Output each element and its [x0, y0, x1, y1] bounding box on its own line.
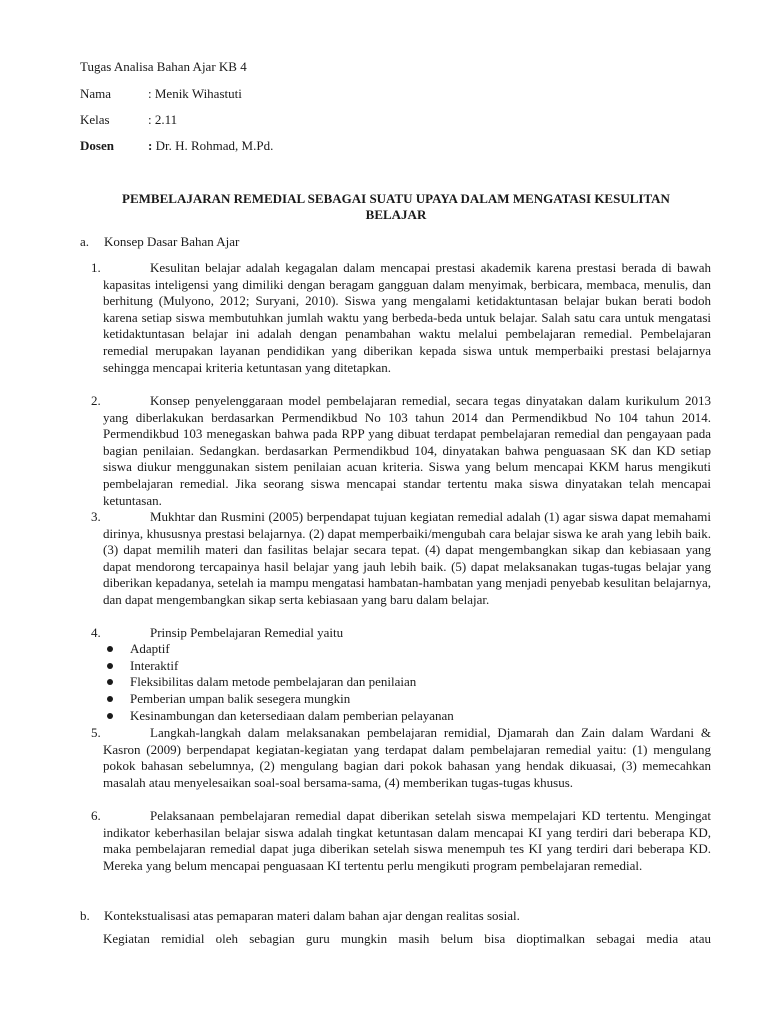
header-colon: :	[148, 138, 153, 153]
principle-item: Adaptif	[130, 641, 454, 658]
bullet-icon	[107, 646, 113, 652]
item-number: 2.	[91, 393, 101, 408]
item-number: 3.	[91, 509, 101, 524]
header-value	[148, 138, 273, 155]
section-a-heading	[80, 234, 239, 251]
principle-item: Kesinambungan dan ketersediaan dalam pemberian pelayanan	[130, 708, 454, 725]
header-value: : 2.11	[148, 112, 178, 127]
item-text: Prinsip Pembelajaran Remedial yaitu	[150, 625, 344, 640]
list-item-6	[91, 808, 711, 874]
item-text: Kesulitan belajar adalah kegagalan dalam mencapai prestasi akademik karena prestasi berada di bawah kapasitas inteligensi yang dimiliki dengan beragam gangguan dalam menyimak, berbicara, membaca, menulis, dan berhitung (Mulyono, 2012; Suryani, 2010). Siswa yang mengalami ketidaktuntasan belajar bukan berati bodoh karena setiap siswa membutuhkan jumlah waktu yang berbeda-beda untuk belajar. Salah satu cara untuk mengatasi ketidaktuntasan belajar ini adalah dengan penambahan waktu melalui pembelajaran remedial. Pembelajaran remedial merupakan layanan pendidikan yang diberikan kepada siswa untuk memperbaiki prestasi belajarnya sehingga mencapai kriteria ketuntasan yang ditetapkan.	[103, 260, 711, 375]
principles-list	[130, 641, 454, 724]
closing-paragraph: Kegiatan remidial oleh sebagian guru mungkin masih belum bisa dioptimalkan sebagai media atau	[103, 931, 711, 946]
item-number: 5.	[91, 725, 101, 740]
item-number: 6.	[91, 808, 101, 823]
list-item-3	[91, 509, 711, 609]
document-page: Tugas Analisa Bahan Ajar KB 4 Nama : Menik Wihastuti Kelas : 2.11 Dosen : Dr. H. Rohmad, M.Pd. PEMBELAJARAN REMEDIAL SEBAGAI SUATU UPAYA DALAM MENGATASI KESULITAN BELAJAR a. Konsep Dasar Bahan Ajar 1. Kesulitan belajar adalah kegagalan dalam mencapai prestasi akademik karena prestasi berada di bawah kapasitas inteligensi yang dimiliki dengan beragam gangguan dalam menyimak, berbicara, membaca, menulis, dan berhitung (Mulyono, 2012; Suryani, 2010). Siswa yang mengalami ketidaktuntasan belajar bukan berati bodoh karena setiap siswa membutuhkan jumlah waktu yang berbeda-beda untuk belajar. Salah satu cara untuk mengatasi ketidaktuntasan belajar ini adalah dengan penambahan waktu melalui pembelajaran remedial. Pembelajaran remedial merupakan layanan pendidikan yang diberikan kepada siswa untuk memperbaiki prestasi belajarnya sehingga mencapai kriteria ketuntasan yang ditetapkan. 2. Konsep penyelenggaraan model pembelajaran remedial, secara tegas dinyatakan dalam kurikulum 2013 yang diberlakukan berdasarkan Permendikbud No 103 tahun 2014 dan Permendikbud No 104 tahun 2014. Permendikbud 103 menegaskan bahwa pada RPP yang dibuat terdapat pembelajaran remedial dan pengayaan pada bagian penilaian. Sedangkan. berdasarkan Permendikbud 104, dinyatakan bahwa penguasaan SK dan KD setiap siswa diukur menggunakan sistem penilaian acuan kriteria. Siswa yang belum mencapai KKM harus mengikuti pembelajaran remedial. Jika seorang siswa mencapai standar tertentu maka siswa dinyatakan telah mencapai ketuntasan. 3. Mukhtar dan Rusmini (2005) berpendapat tujuan kegiatan remedial adalah (1) agar siswa dapat memahami dirinya, khususnya prestasi belajarnya. (2) dapat memperbaiki/mengubah cara belajar siswa ke arah yang lebih baik. (3) dapat memilih materi dan fasilitas belajar secara tepat. (4) dapat mengembangkan sikap dan kebiasaan yang dapat mendorong tercapainya hasil belajar yang jauh lebih baik. (5) dapat melaksanakan tugas-tugas belajar yang diberikan kepadanya, setelah ia mampu mengatasi hambatan-hambatan yang menjadi penyebab kesulitan belajarnya, dan dapat mengembangkan sikap serta kebiasaan yang baru dalam belajar. 4. Prinsip Pembelajaran Remedial yaitu Adaptif Interaktif Fleksibilitas dalam metode pembelajaran dan penilaian Pemberian umpan balik sesegera mungkin Kesinambungan dan ketersediaan dalam pemberian pelayanan 5. Langkah-langkah dalam melaksanakan pembelajaran remidial, Djamarah dan Zain dalam Wardani & Kasron (2009) berpendapat kegiatan-kegiatan yang terdapat dalam pembelajaran remedial yaitu: (1) mengulang pokok bahasan sebelumnya, (2) mengulang bagian dari pokok bahasan yang hendak dikuasai, (3) memecahkan masalah atau menyelesaikan soal-soal bersama-sama, (4) memberikan tugas-tugas khusus. 6. Pelaksanaan pembelajaran remedial dapat diberikan setelah siswa mempelajari KD tertentu. Mengingat indikator keberhasilan belajar siswa adalah tingkat ketuntasan dalam mencapai KI yang terdiri dari beberapa KD, maka pembelajaran remedial dapat juga diberikan setelah siswa menempuh tes KI yang terdiri dari beberapa KD. Mereka yang belum mencapai penguasaan KI tertentu perlu mengikuti program pembelajaran remedial. b. Kontekstualisasi atas pemaparan materi dalam bahan ajar dengan realitas sosial. Kegiatan remidial oleh sebagian guru mungkin masih belum bisa dioptimalkan sebagai media atau	[80, 59, 711, 946]
bullet-icon	[107, 696, 113, 702]
section-marker: b.	[80, 908, 90, 923]
section-title: Konsep Dasar Bahan Ajar	[104, 234, 240, 249]
section-title: Kontekstualisasi atas pemaparan materi dalam bahan ajar dengan realitas sosial.	[104, 908, 520, 923]
header-label: Kelas	[80, 112, 110, 127]
header-label: Nama	[80, 86, 112, 101]
section-marker: a.	[80, 234, 90, 249]
header-value-text: Dr. H. Rohmad, M.Pd.	[152, 138, 274, 153]
bullet-icon	[107, 713, 113, 719]
list-item-4	[91, 625, 711, 642]
header-value: : Menik Wihastuti	[148, 86, 242, 101]
list-item-5	[91, 725, 711, 791]
item-text: Mukhtar dan Rusmini (2005) berpendapat tujuan kegiatan remedial adalah (1) agar siswa dapat memahami dirinya, khususnya prestasi belajarnya. (2) dapat memperbaiki/mengubah cara belajar siswa ke arah yang lebih baik. (3) dapat memilih materi dan fasilitas belajar secara tepat. (4) dapat mengembangkan sikap dan kebiasaan yang dapat mendorong tercapainya hasil belajar yang jauh lebih baik. (5) dapat melaksanakan tugas-tugas belajar yang diberikan kepadanya, setelah ia mampu mengatasi hambatan-hambatan yang menjadi penyebab kesulitan belajarnya, dan dapat mengembangkan sikap serta kebiasaan yang baru dalam belajar.	[103, 509, 711, 607]
document-title: PEMBELAJARAN REMEDIAL SEBAGAI SUATU UPAYA DALAM MENGATASI KESULITAN BELAJAR	[122, 191, 670, 222]
item-number: 4.	[91, 625, 101, 640]
header-label: Dosen	[80, 138, 114, 153]
item-text: Pelaksanaan pembelajaran remedial dapat diberikan setelah siswa mempelajari KD tertentu. Mengingat indikator keberhasilan belajar siswa adalah tingkat ketuntasan dalam mencapai KI yang terdiri dari beberapa KD, maka pembelajaran remedial dapat juga diberikan setelah siswa menempuh tes KI yang terdiri dari beberapa KD. Mereka yang belum mencapai penguasaan KI tertentu perlu mengikuti program pembelajaran remedial.	[103, 808, 711, 873]
item-number: 1.	[91, 260, 101, 275]
principle-item: Pemberian umpan balik sesegera mungkin	[130, 691, 454, 708]
list-item-1	[91, 260, 711, 376]
section-b-heading	[80, 908, 520, 925]
principle-item: Interaktif	[130, 658, 454, 675]
bullet-icon	[107, 663, 113, 669]
list-item-2	[91, 393, 711, 509]
bullet-icon	[107, 679, 113, 685]
item-text: Langkah-langkah dalam melaksanakan pembelajaran remidial, Djamarah dan Zain dalam Wardani & Kasron (2009) berpendapat kegiatan-kegiatan yang terdapat dalam pembelajaran remedial yaitu: (1) mengulang pokok bahasan sebelumnya, (2) mengulang bagian dari pokok bahasan yang hendak dikuasai, (3) memecahkan masalah atau menyelesaikan soal-soal bersama-sama, (4) memberikan tugas-tugas khusus.	[103, 725, 711, 790]
item-text: Konsep penyelenggaraan model pembelajaran remedial, secara tegas dinyatakan dalam kurikulum 2013 yang diberlakukan berdasarkan Permendikbud No 103 tahun 2014 dan Permendikbud No 104 tahun 2014. Permendikbud 103 menegaskan bahwa pada RPP yang dibuat terdapat pembelajaran remedial dan pengayaan pada bagian penilaian. Sedangkan. berdasarkan Permendikbud 104, dinyatakan bahwa penguasaan SK dan KD setiap siswa diukur menggunakan sistem penilaian acuan kriteria. Siswa yang belum mencapai KKM harus mengikuti pembelajaran remedial. Jika seorang siswa mencapai standar tertentu maka siswa dinyatakan telah mencapai ketuntasan.	[103, 393, 711, 508]
principle-item: Fleksibilitas dalam metode pembelajaran dan penilaian	[130, 674, 454, 691]
